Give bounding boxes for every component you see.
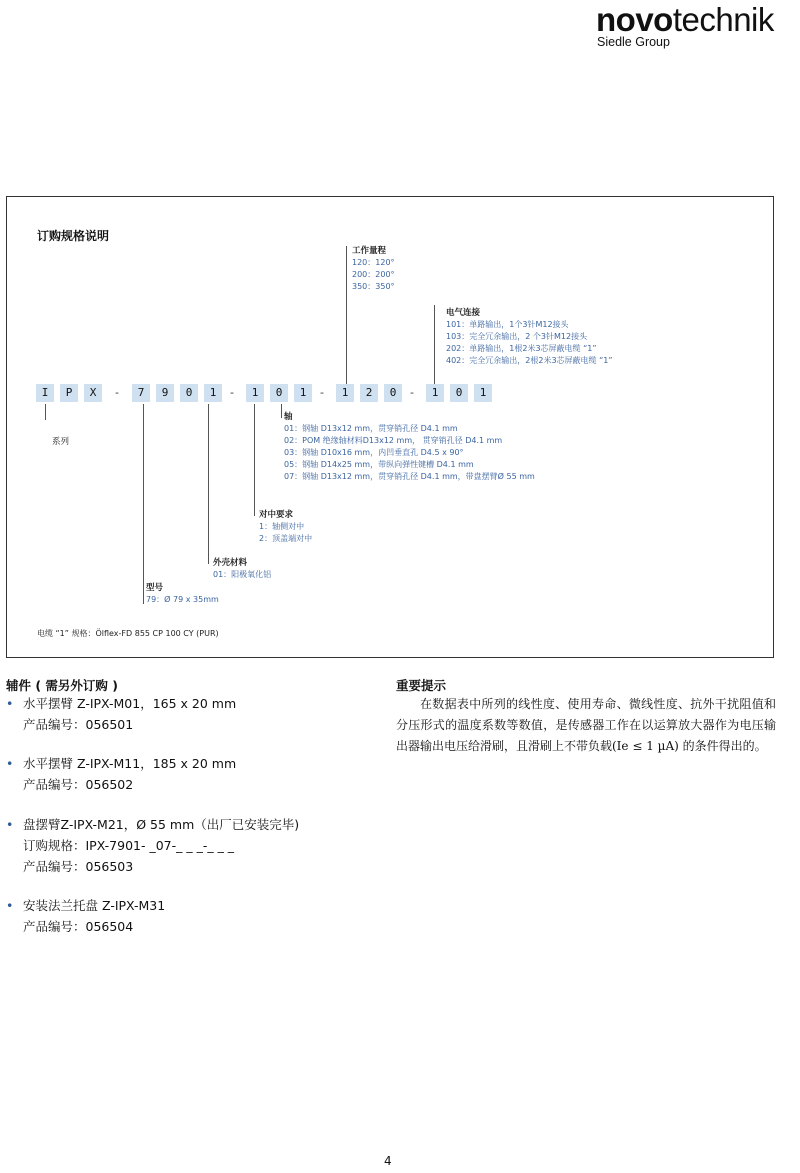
centering-item: 2：顶盖端对中 <box>259 534 313 543</box>
code-cell: P <box>60 384 78 402</box>
shaft-item: 03：钢轴 D10x16 mm，内凹垂直孔 D4.5 x 90° <box>284 448 464 457</box>
code-cell: X <box>84 384 102 402</box>
logo-light-text: technik <box>672 1 774 38</box>
centering-label-block <box>259 509 312 545</box>
accessory-part-number: 产品编号：056501 <box>23 717 134 732</box>
notice-title: 重要提示 <box>396 678 447 693</box>
code-cell: 9 <box>156 384 174 402</box>
series-connector-line <box>45 404 46 420</box>
important-notice-section <box>396 676 776 769</box>
accessory-name: 安装法兰托盘 Z-IPX-M31 <box>23 898 166 913</box>
range-label-block <box>352 245 395 293</box>
accessory-part-number: 产品编号：056502 <box>23 777 134 792</box>
code-dash: - <box>230 386 234 399</box>
logo-bold-text: novo <box>596 1 673 38</box>
centering-item: 1：轴侧对中 <box>259 522 305 531</box>
accessory-part-number: 产品编号：056504 <box>23 919 134 934</box>
accessories-title: 辅件 ( 需另外订购 ) <box>6 678 118 693</box>
code-cell: I <box>36 384 54 402</box>
code-cell: 0 <box>180 384 198 402</box>
accessory-name: 水平摆臂 Z-IPX-M11，185 x 20 mm <box>23 756 237 771</box>
range-item: 200：200° <box>352 270 395 279</box>
accessory-order-spec: 订购规格：IPX-7901- _07-_ _ _-_ _ _ <box>23 838 235 853</box>
notice-body: 在数据表中所列的线性度、使用寿命、微线性度、抗外干扰阻值和分压形式的温度系数等数值，是传感器工作在以运算放大器作为电压输出器输出电压给滑刷，且滑刷上不带负载(Ie ≤ 1 µA) 的条件得出的。 <box>396 697 776 753</box>
code-cell: 1 <box>336 384 354 402</box>
code-cell: 0 <box>384 384 402 402</box>
code-dash: - <box>320 386 324 399</box>
accessory-item <box>6 814 299 877</box>
shaft-head: 轴 <box>284 412 293 422</box>
housing-label-block <box>213 557 271 581</box>
code-cell: 2 <box>360 384 378 402</box>
range-item: 120：120° <box>352 258 395 267</box>
bullet-icon: • <box>6 898 14 913</box>
code-cell: 1 <box>294 384 312 402</box>
code-cell: 0 <box>450 384 468 402</box>
range-connector-line <box>346 246 347 384</box>
novotechnik-logo <box>596 2 786 52</box>
shaft-item: 07：钢轴 D13x12 mm，贯穿销孔径 D4.1 mm，带盘摆臂Ø 55 mm <box>284 472 535 481</box>
shaft-connector-line <box>281 404 282 418</box>
shaft-item: 05：钢轴 D14x25 mm，带纵向弹性键槽 D4.1 mm <box>284 460 474 469</box>
electrical-item: 202：单路输出，1根2米3芯屏蔽电缆 “1” <box>446 344 597 353</box>
centering-head: 对中要求 <box>259 510 294 520</box>
model-connector-line <box>143 404 144 604</box>
shaft-item: 02：POM 绝缘轴材料D13x12 mm， 贯穿销孔径 D4.1 mm <box>284 436 503 445</box>
code-dash: - <box>410 386 414 399</box>
code-cell: 1 <box>204 384 222 402</box>
shaft-label-block <box>284 411 535 483</box>
centering-connector-line <box>254 404 255 516</box>
housing-connector-line <box>208 404 209 564</box>
ordering-spec-title: 订购规格说明 <box>37 229 110 243</box>
electrical-item: 103：完全冗余输出，2 个3针M12接头 <box>446 332 588 341</box>
accessory-item <box>6 693 236 735</box>
accessory-item <box>6 753 236 795</box>
code-cell: 1 <box>474 384 492 402</box>
bullet-icon: • <box>6 756 14 771</box>
bullet-icon: • <box>6 696 14 711</box>
code-cell: 1 <box>246 384 264 402</box>
model-item: 79：Ø 79 x 35mm <box>146 595 219 604</box>
electrical-item: 402：完全冗余输出，2根2米3芯屏蔽电缆 “1” <box>446 356 613 365</box>
code-dash: - <box>115 386 119 399</box>
code-cell: 0 <box>270 384 288 402</box>
accessory-name: 水平摆臂 Z-IPX-M01，165 x 20 mm <box>23 696 237 711</box>
range-head: 工作量程 <box>352 246 387 256</box>
page-number: 4 <box>384 1154 392 1168</box>
electrical-connector-line <box>434 305 435 384</box>
accessories-section <box>6 676 386 934</box>
model-label-block <box>146 582 219 606</box>
code-cell: 1 <box>426 384 444 402</box>
electrical-head: 电气连接 <box>446 308 481 318</box>
accessory-part-number: 产品编号：056503 <box>23 859 134 874</box>
housing-item: 01：阳极氧化铝 <box>213 570 272 579</box>
code-cell: 7 <box>132 384 150 402</box>
bullet-icon: • <box>6 817 14 832</box>
range-item: 350：350° <box>352 282 395 291</box>
model-head: 型号 <box>146 583 164 593</box>
shaft-item: 01：钢轴 D13x12 mm，贯穿销孔径 D4.1 mm <box>284 424 458 433</box>
cable-spec-note: 电缆 “1” 规格：Ölflex-FD 855 CP 100 CY (PUR) <box>37 629 219 638</box>
logo-group-text: Siedle Group <box>597 35 670 49</box>
accessory-item <box>6 895 165 937</box>
electrical-label-block <box>446 307 612 367</box>
accessory-name: 盘摆臂Z-IPX-M21，Ø 55 mm（出厂已安装完毕) <box>23 817 300 832</box>
series-label: 系列 <box>52 437 70 447</box>
housing-head: 外壳材料 <box>213 558 248 568</box>
electrical-item: 101：单路输出，1个3针M12接头 <box>446 320 569 329</box>
